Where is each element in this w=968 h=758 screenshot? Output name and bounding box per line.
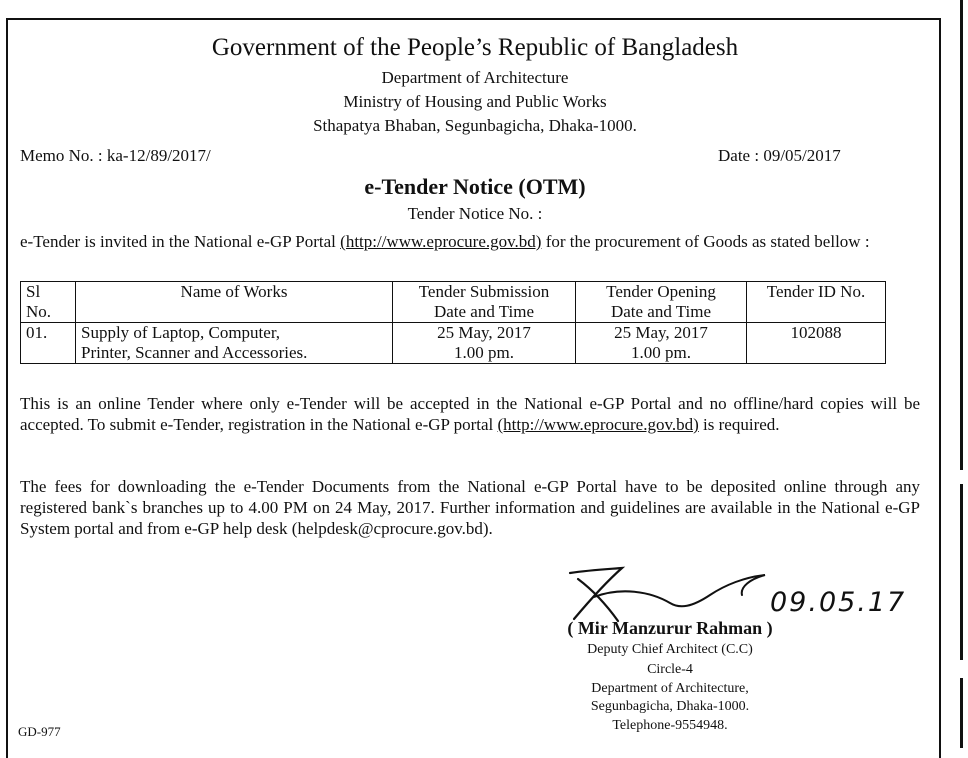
tender-notice-number: Tender Notice No. : — [407, 204, 543, 223]
cell-submission-date: 25 May, 2017 — [437, 323, 531, 342]
eprocure-link-2[interactable]: (http://www.eprocure.gov.bd) — [497, 415, 699, 434]
intro-text: e-Tender is invited in the National e-GP Portal — [20, 232, 341, 251]
online-tender-paragraph — [20, 393, 920, 435]
handwritten-date: 09.05.17 — [770, 587, 907, 618]
cell-name — [76, 323, 393, 364]
cell-tender-id: 102088 — [747, 323, 886, 364]
header-sl — [21, 282, 76, 323]
tender-table — [20, 281, 886, 364]
fees-paragraph: The fees for downloading the e-Tender Documents from the National e-GP Portal have to be deposited online through any registered bank`s branches up to 4.00 PM on 24 May, 2017. Further information and guidelines are available in the National e-GP System portal and from e-GP help desk (helpdesk@cprocure.gov.bd). — [20, 477, 920, 538]
cell-submission — [393, 323, 576, 364]
memo-number: Memo No. : ka-12/89/2017/ — [20, 146, 211, 165]
signer-department: Department of Architecture, — [591, 681, 749, 696]
signer-name: ( Mir Manzurur Rahman ) — [567, 618, 773, 638]
cell-name-line2: Printer, Scanner and Accessories. — [81, 343, 308, 362]
intro-paragraph — [20, 233, 920, 251]
cell-sl: 01. — [21, 323, 76, 364]
ministry-heading: Ministry of Housing and Public Works — [343, 92, 607, 111]
online-tender-text-end: is required. — [698, 415, 780, 434]
page-edge — [960, 0, 968, 748]
header-submission-line2: Date and Time — [433, 302, 535, 321]
eprocure-link[interactable]: (http://www.eprocure.gov.bd) — [340, 232, 542, 251]
cell-name-line1: Supply of Laptop, Computer, — [81, 323, 281, 342]
footer-code: GD-977 — [18, 724, 61, 739]
government-heading: Government of the People’s Republic of Bangladesh — [211, 34, 739, 61]
office-address: Sthapatya Bhaban, Segunbagicha, Dhaka-1000. — [313, 116, 637, 135]
header-sl-line1: Sl — [26, 282, 41, 301]
header-sl-line2: No. — [26, 302, 52, 321]
header-submission-line1: Tender Submission — [418, 282, 550, 301]
header-opening-line2: Date and Time — [610, 302, 712, 321]
online-tender-text: This is an online Tender where only e-Tender will be accepted in the National e-GP Portal and no offline/hard copies will be accepted. To submit e-Tender, registration in the National e-GP portal — [20, 394, 920, 434]
cell-opening — [576, 323, 747, 364]
header-submission — [393, 282, 576, 323]
cell-opening-time: 1.00 pm. — [631, 343, 691, 362]
signer-designation: Deputy Chief Architect (C.C) — [587, 642, 753, 657]
table-row — [21, 323, 886, 364]
header-name: Name of Works — [76, 282, 393, 323]
signer-telephone: Telephone-9554948. — [612, 718, 728, 733]
memo-date: Date : 09/05/2017 — [718, 146, 841, 165]
cell-submission-time: 1.00 pm. — [454, 343, 514, 362]
header-tender-id: Tender ID No. — [747, 282, 886, 323]
cell-opening-date: 25 May, 2017 — [614, 323, 708, 342]
signer-circle: Circle-4 — [647, 662, 693, 677]
department-heading: Department of Architecture — [381, 68, 569, 87]
table-header-row — [21, 282, 886, 323]
signer-address: Segunbagicha, Dhaka-1000. — [590, 699, 750, 714]
header-opening — [576, 282, 747, 323]
notice-title: e-Tender Notice (OTM) — [364, 174, 586, 199]
header-opening-line1: Tender Opening — [606, 282, 716, 301]
intro-text-end: for the procurement of Goods as stated bellow : — [541, 232, 870, 251]
